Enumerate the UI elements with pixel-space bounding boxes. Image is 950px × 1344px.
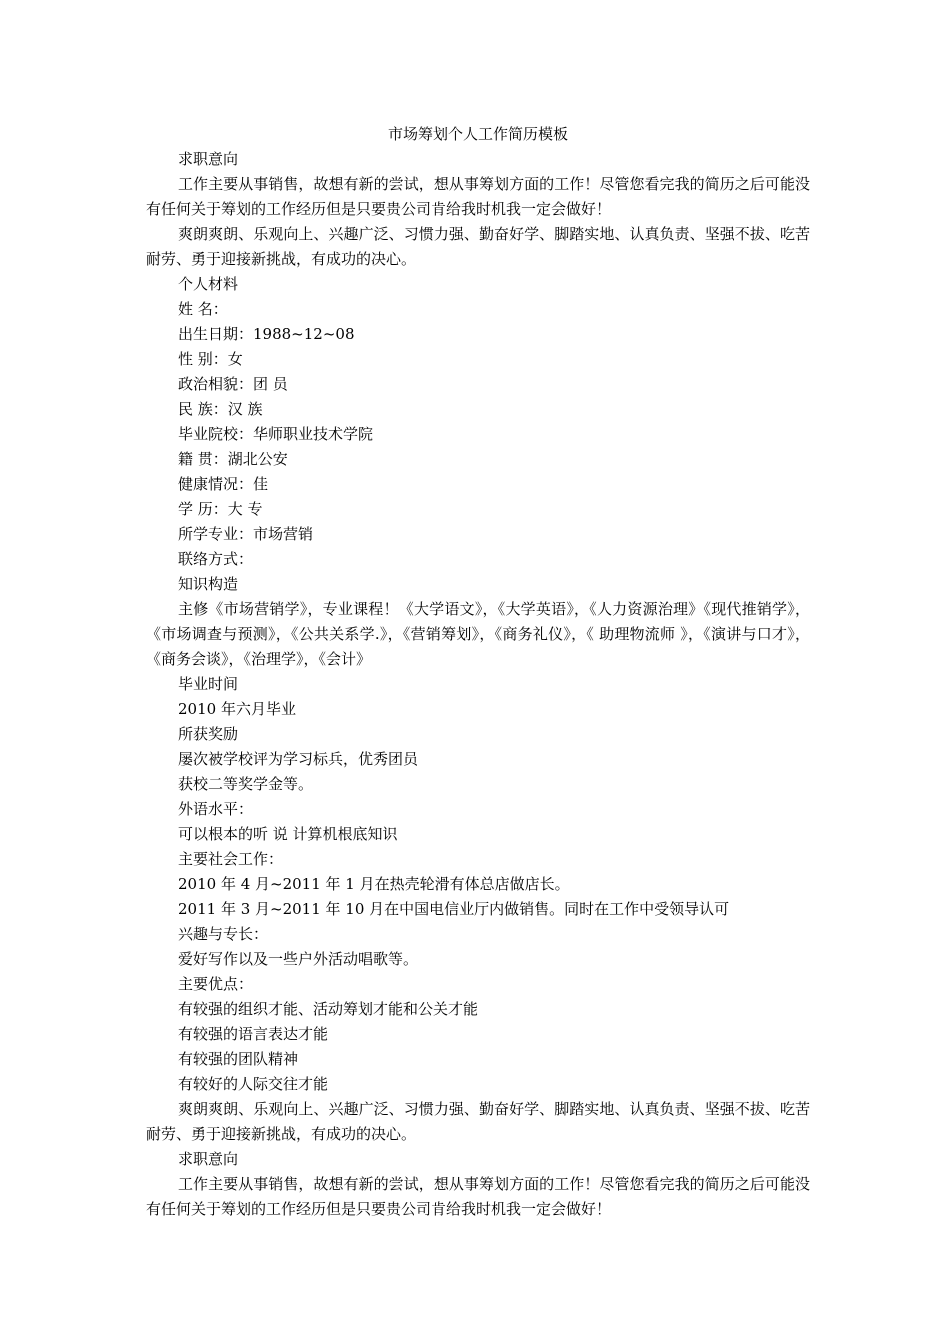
body-line: 出生日期：1988~12~08 bbox=[178, 325, 355, 343]
body-line: 政治相貌：团 员 bbox=[178, 375, 288, 393]
body-line: 有较强的语言表达才能 bbox=[178, 1025, 329, 1043]
body-paragraph: 工作主要从事销售，故想有新的尝试，想从事筹划方面的工作！尽管您看完我的简历之后可能没有任何关于筹划的工作经历但是只要贵公司肯给我时机我一定会做好！ bbox=[146, 175, 810, 218]
body-line: 屡次被学校评为学习标兵，优秀团员 bbox=[178, 750, 419, 768]
body-line: 毕业时间 bbox=[178, 675, 239, 693]
body-line: 主要社会工作： bbox=[178, 850, 284, 868]
body-paragraph: 爽朗爽朗、乐观向上、兴趣广泛、习惯力强、勤奋好学、脚踏实地、认真负责、坚强不拔、吃苦耐劳、勇于迎接新挑战，有成功的决心。 bbox=[146, 225, 810, 268]
body-line: 2011 年 3 月~2011 年 10 月在中国电信业厅内做销售。同时在工作中受领导认可 bbox=[178, 900, 730, 918]
body-line: 个人材料 bbox=[178, 275, 239, 293]
body-line: 性 别：女 bbox=[178, 350, 243, 368]
body-paragraph: 爽朗爽朗、乐观向上、兴趣广泛、习惯力强、勤奋好学、脚踏实地、认真负责、坚强不拔、吃苦耐劳、勇于迎接新挑战，有成功的决心。 bbox=[146, 1100, 810, 1143]
body-line: 兴趣与专长： bbox=[178, 925, 269, 943]
body-line: 毕业院校：华师职业技术学院 bbox=[178, 425, 374, 443]
body-line: 联络方式： bbox=[178, 550, 254, 568]
body-line: 有较好的人际交往才能 bbox=[178, 1075, 329, 1093]
body-line: 姓 名： bbox=[178, 300, 228, 318]
body-line: 求职意向 bbox=[178, 150, 239, 168]
body-line: 所学专业：市场营销 bbox=[178, 525, 314, 543]
body-line: 所获奖励 bbox=[178, 725, 239, 743]
document-title: 市场筹划个人工作简历模板 bbox=[387, 125, 568, 143]
body-paragraph: 主修《市场营销学》，专业课程！《大学语文》，《大学英语》，《人力资源治理》《现代推销学》，《市场调查与预测》，《公共关系学.》，《营销筹划》，《商务礼仪》，《 助理物流师 》，《演讲与口才》，《商务会谈》，《治理学》，《会计》 bbox=[146, 600, 810, 668]
body-line: 外语水平： bbox=[178, 800, 254, 818]
body-line: 有较强的团队精神 bbox=[178, 1050, 299, 1068]
document-page bbox=[146, 122, 810, 1222]
body-line: 爱好写作以及一些户外活动唱歌等。 bbox=[178, 950, 419, 968]
document-body bbox=[146, 147, 810, 1222]
body-line: 获校二等奖学金等。 bbox=[178, 775, 314, 793]
body-line: 有较强的组织才能、活动筹划才能和公关才能 bbox=[178, 1000, 479, 1018]
body-paragraph: 工作主要从事销售，故想有新的尝试，想从事筹划方面的工作！尽管您看完我的简历之后可能没有任何关于筹划的工作经历但是只要贵公司肯给我时机我一定会做好！ bbox=[146, 1175, 810, 1218]
body-line: 健康情况：佳 bbox=[178, 475, 269, 493]
body-line: 2010 年六月毕业 bbox=[178, 700, 296, 718]
body-line: 2010 年 4 月~2011 年 1 月在热壳轮滑有体总店做店长。 bbox=[178, 875, 570, 893]
body-line: 主要优点： bbox=[178, 975, 254, 993]
body-line: 求职意向 bbox=[178, 1150, 239, 1168]
body-line: 可以根本的听 说 计算机根底知识 bbox=[178, 825, 398, 843]
body-line: 民 族：汉 族 bbox=[178, 400, 263, 418]
body-line: 学 历：大 专 bbox=[178, 500, 263, 518]
body-line: 知识构造 bbox=[178, 575, 239, 593]
body-line: 籍 贯：湖北公安 bbox=[178, 450, 288, 468]
